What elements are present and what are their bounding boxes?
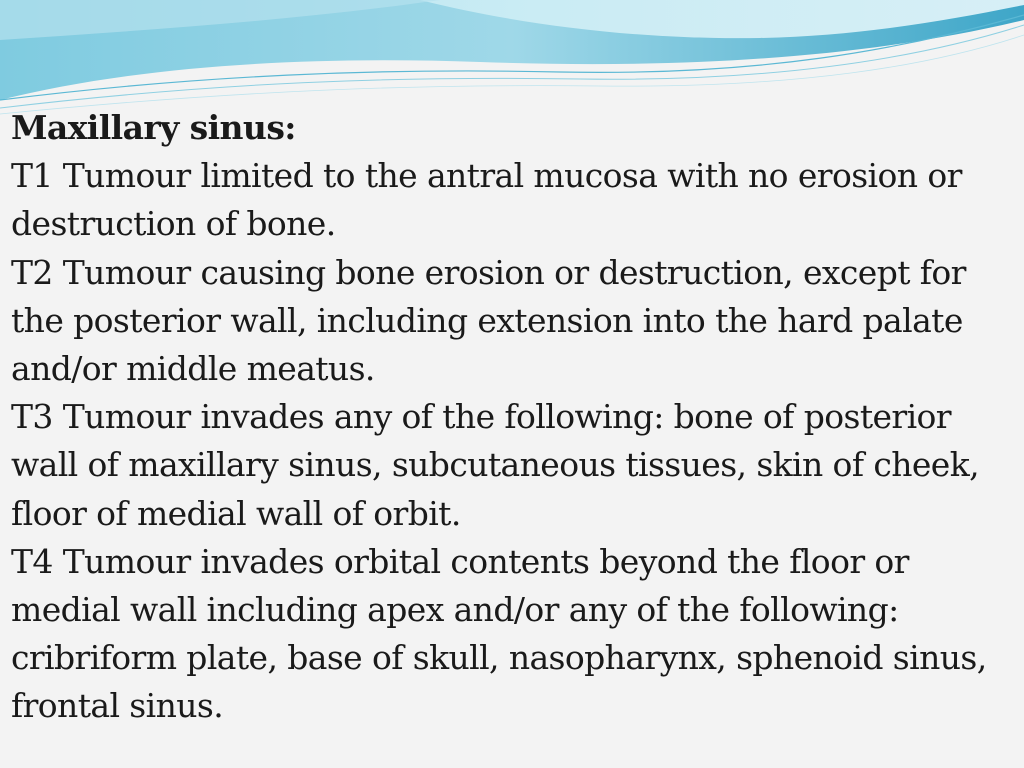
header-wave-decoration — [0, 0, 1024, 120]
slide-body — [11, 104, 1016, 731]
slide-heading: Maxillary sinus: — [11, 108, 296, 147]
staging-t1: T1 Tumour limited to the antral mucosa with no erosion or destruction of bone. — [11, 156, 962, 244]
staging-t4: T4 Tumour invades orbital contents beyond the floor or medial wall including apex and/or any of the following: cribriform plate, base of skull, nasopharynx, sphenoid sinus, frontal sinus. — [11, 541, 987, 726]
staging-t3: T3 Tumour invades any of the following: bone of posterior wall of maxillary sinus, subcutaneous tissues, skin of cheek, floor of medial wall of orbit. — [11, 397, 979, 533]
staging-t2: T2 Tumour causing bone erosion or destruction, except for the posterior wall, including extension into the hard palate and/or middle meatus. — [11, 252, 966, 389]
